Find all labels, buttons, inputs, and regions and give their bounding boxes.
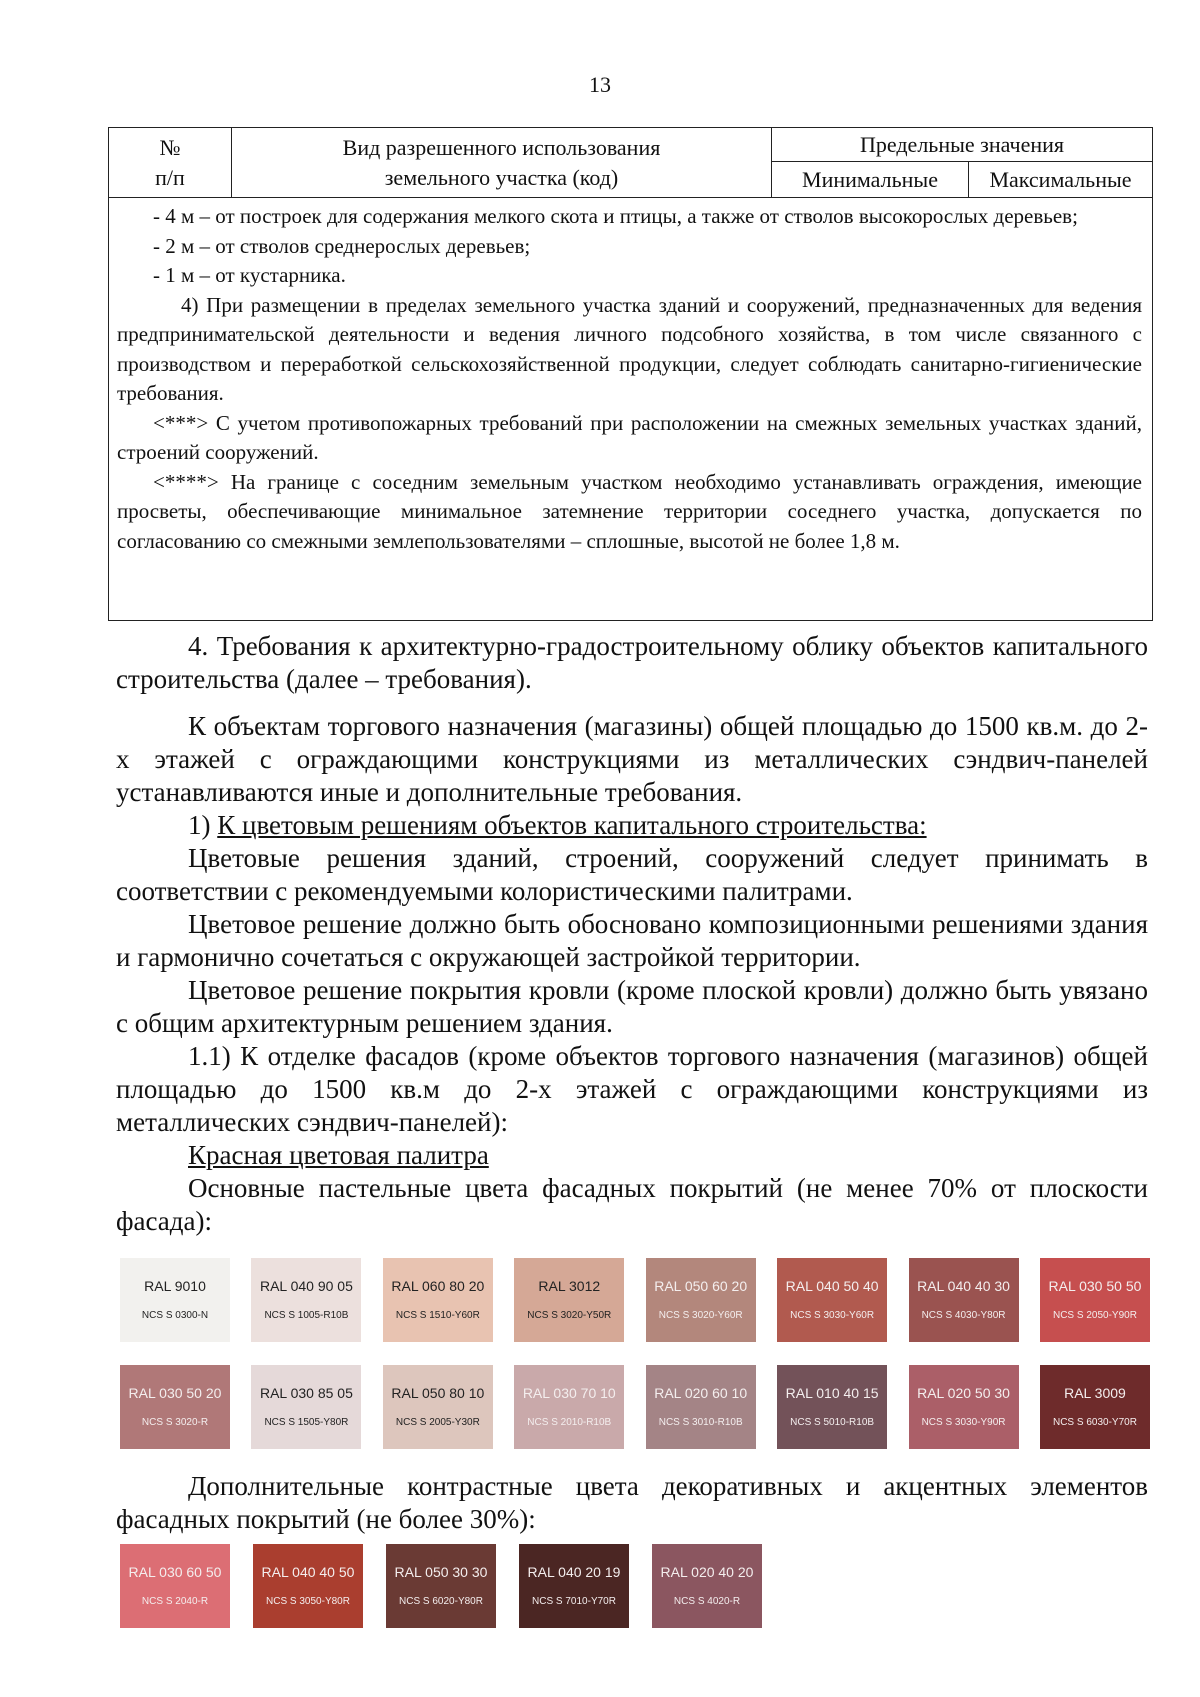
color-swatch xyxy=(646,1258,756,1342)
paragraph-trade: К объектам торгового назначения (магазины) общей площадью до 1500 кв.м. до 2-х этажей с ограждающими конструкциями из металлических сэндвич-панелей устанавливаются иные и дополнительные требования. xyxy=(116,711,1148,807)
item-1-number: 1) xyxy=(188,810,211,840)
swatch-ral: RAL 050 60 20 xyxy=(654,1278,748,1294)
page-number: 13 xyxy=(589,72,611,97)
color-swatch xyxy=(120,1544,230,1628)
color-swatch xyxy=(383,1258,493,1342)
land-use-table xyxy=(108,127,1153,621)
swatch-ncs: NCS S 2005-Y30R xyxy=(395,1417,480,1428)
color-swatch xyxy=(777,1258,887,1342)
table-text-line: - 2 м – от стволов среднерослых деревьев; xyxy=(153,233,531,258)
swatch-ral: RAL 050 30 30 xyxy=(394,1564,488,1580)
extra-swatches-row xyxy=(120,1544,762,1628)
swatch-ncs: NCS S 3010-R10B xyxy=(658,1417,743,1428)
swatch-ral: RAL 040 40 50 xyxy=(261,1564,355,1580)
color-swatch xyxy=(514,1365,624,1449)
extra-colors-block xyxy=(116,1470,1148,1536)
header-use-type-line2: земельного участка (код) xyxy=(384,164,619,190)
header-num xyxy=(109,128,232,198)
swatch-ncs: NCS S 3050-Y80R xyxy=(266,1596,350,1607)
swatch-ral: RAL 010 40 15 xyxy=(785,1385,879,1401)
header-use-type-line1: Вид разрешенного использования xyxy=(342,134,661,160)
swatch-ncs: NCS S 0300-N xyxy=(141,1310,209,1321)
swatch-ncs: NCS S 3020-R xyxy=(141,1417,209,1428)
paragraph-1-1: 1.1) К отделке фасадов (кроме объектов торгового назначения (магазинов) общей площадью до 1500 кв.м до 2-х этажей с ограждающими конструкциями из металлических сэндвич-панелей): xyxy=(116,1041,1148,1137)
swatch-ral: RAL 020 60 10 xyxy=(654,1385,748,1401)
swatch-ral: RAL 040 50 40 xyxy=(785,1278,879,1294)
color-swatch xyxy=(251,1365,361,1449)
swatch-ncs: NCS S 7010-Y70R xyxy=(532,1596,616,1607)
paragraph-color-1: Цветовые решения зданий, строений, сооружений следует принимать в соответствии с рекомендуемыми колористическими палитрами. xyxy=(116,843,1148,906)
swatch-ncs: NCS S 2010-R10B xyxy=(527,1417,612,1428)
swatch-ncs: NCS S 1505-Y80R xyxy=(264,1417,349,1428)
swatch-ral: RAL 020 40 20 xyxy=(660,1564,754,1580)
table-body-cell xyxy=(109,198,1153,621)
item-1-title: К цветовым решениям объектов капитального строительства: xyxy=(217,810,927,840)
swatch-ncs: NCS S 2040-R xyxy=(141,1596,209,1607)
header-min: Минимальные xyxy=(772,162,969,198)
swatch-ral: RAL 030 60 50 xyxy=(128,1564,222,1580)
swatch-ncs: NCS S 4020-R xyxy=(673,1596,741,1607)
swatch-ncs: NCS S 5010-R10B xyxy=(790,1417,875,1428)
color-swatch xyxy=(519,1544,629,1628)
color-swatch xyxy=(253,1544,363,1628)
paragraph-extra-colors: Дополнительные контрастные цвета декоративных и акцентных элементов фасадных покрытий (не более 30%): xyxy=(116,1471,1148,1534)
paragraph-color-2: Цветовое решение должно быть обосновано композиционными решениями здания и гармонично сочетаться с окружающей застройкой территории. xyxy=(116,909,1148,972)
palette-title-text: Красная цветовая палитра xyxy=(188,1140,489,1170)
header-limits: Предельные значения xyxy=(772,128,1153,162)
main-swatches-row-1 xyxy=(120,1258,1150,1342)
color-swatch xyxy=(1040,1365,1150,1449)
color-swatch xyxy=(120,1258,230,1342)
swatch-ncs: NCS S 6020-Y80R xyxy=(399,1596,483,1607)
swatch-ral: RAL 030 85 05 xyxy=(259,1385,353,1401)
color-swatch xyxy=(652,1544,762,1628)
color-swatch xyxy=(777,1365,887,1449)
main-content xyxy=(116,630,1148,1238)
color-swatch xyxy=(383,1365,493,1449)
color-swatch xyxy=(909,1365,1019,1449)
swatch-ral: RAL 060 80 20 xyxy=(391,1278,485,1294)
swatch-ncs: NCS S 3020-Y50R xyxy=(527,1310,612,1321)
swatch-ral: RAL 050 80 10 xyxy=(391,1385,485,1401)
swatch-ral: RAL 9010 xyxy=(144,1278,206,1294)
section-4-heading: 4. Требования к архитектурно-градостроительному облику объектов капитального строительства (далее – требования). xyxy=(116,631,1148,694)
color-swatch xyxy=(1040,1258,1150,1342)
swatch-ncs: NCS S 3030-Y90R xyxy=(921,1417,1006,1428)
swatch-ncs: NCS S 2050-Y90R xyxy=(1052,1310,1137,1321)
header-use-type xyxy=(232,128,772,198)
header-num-symbol: № xyxy=(159,134,181,160)
swatch-ncs: NCS S 1005-R10B xyxy=(264,1310,349,1321)
color-swatch xyxy=(909,1258,1019,1342)
color-swatch xyxy=(120,1365,230,1449)
swatch-ral: RAL 040 90 05 xyxy=(259,1278,353,1294)
swatch-ncs: NCS S 4030-Y80R xyxy=(921,1310,1006,1321)
color-swatch xyxy=(251,1258,361,1342)
color-swatch xyxy=(514,1258,624,1342)
swatch-ncs: NCS S 1510-Y60R xyxy=(395,1310,480,1321)
swatch-ral: RAL 020 50 30 xyxy=(917,1385,1010,1401)
swatch-ncs: NCS S 3030-Y60R xyxy=(790,1310,875,1321)
swatch-ral: RAL 3009 xyxy=(1064,1385,1126,1401)
swatch-ncs: NCS S 6030-Y70R xyxy=(1052,1417,1137,1428)
paragraph-color-3: Цветовое решение покрытия кровли (кроме плоской кровли) должно быть увязано с общим архитектурным решением здания. xyxy=(116,975,1148,1038)
paragraph-main-colors: Основные пастельные цвета фасадных покрытий (не менее 70% от плоскости фасада): xyxy=(116,1173,1148,1236)
swatch-ral: RAL 030 70 10 xyxy=(522,1385,616,1401)
swatch-ral: RAL 030 50 20 xyxy=(128,1385,222,1401)
header-num-sub: п/п xyxy=(155,164,185,190)
header-max: Максимальные xyxy=(969,162,1153,198)
swatch-ral: RAL 040 40 30 xyxy=(917,1278,1010,1294)
swatch-ral: RAL 3012 xyxy=(538,1278,601,1294)
table-text-line: - 4 м – от построек для содержания мелкого скота и птицы, а также от стволов высокорослых деревьев; xyxy=(153,204,1078,228)
swatch-ral: RAL 030 50 50 xyxy=(1048,1278,1142,1294)
color-swatch xyxy=(386,1544,496,1628)
swatch-ral: RAL 040 20 19 xyxy=(527,1564,621,1580)
swatch-ncs: NCS S 3020-Y60R xyxy=(658,1310,743,1321)
item-1-heading xyxy=(116,809,1148,842)
table-text-line: - 1 м – от кустарника. xyxy=(153,263,346,287)
table-text-line: <****> На границе с соседним земельным участком необходимо устанавливать ограждения, имеющие просветы, обеспечивающие минимальное затемнение территории соседнего участка, допускается по согласованию со смежными землепользователями – сплошные, высотой не более 1,8 м. xyxy=(117,469,1142,553)
color-swatch xyxy=(646,1365,756,1449)
main-swatches-row-2 xyxy=(120,1365,1150,1449)
palette-title xyxy=(116,1139,1148,1172)
table-text-line: <***> С учетом противопожарных требований при расположении на смежных земельных участках зданий, строений сооружений. xyxy=(117,410,1142,464)
table-text-line: 4) При размещении в пределах земельного участка зданий и сооружений, предназначенных для ведения предпринимательской деятельности и ведения личного подсобного хозяйства, в том числе связанного с производством и переработкой сельскохозяйственной продукции, следует соблюдать санитарно-гигиенические требования. xyxy=(117,292,1142,405)
